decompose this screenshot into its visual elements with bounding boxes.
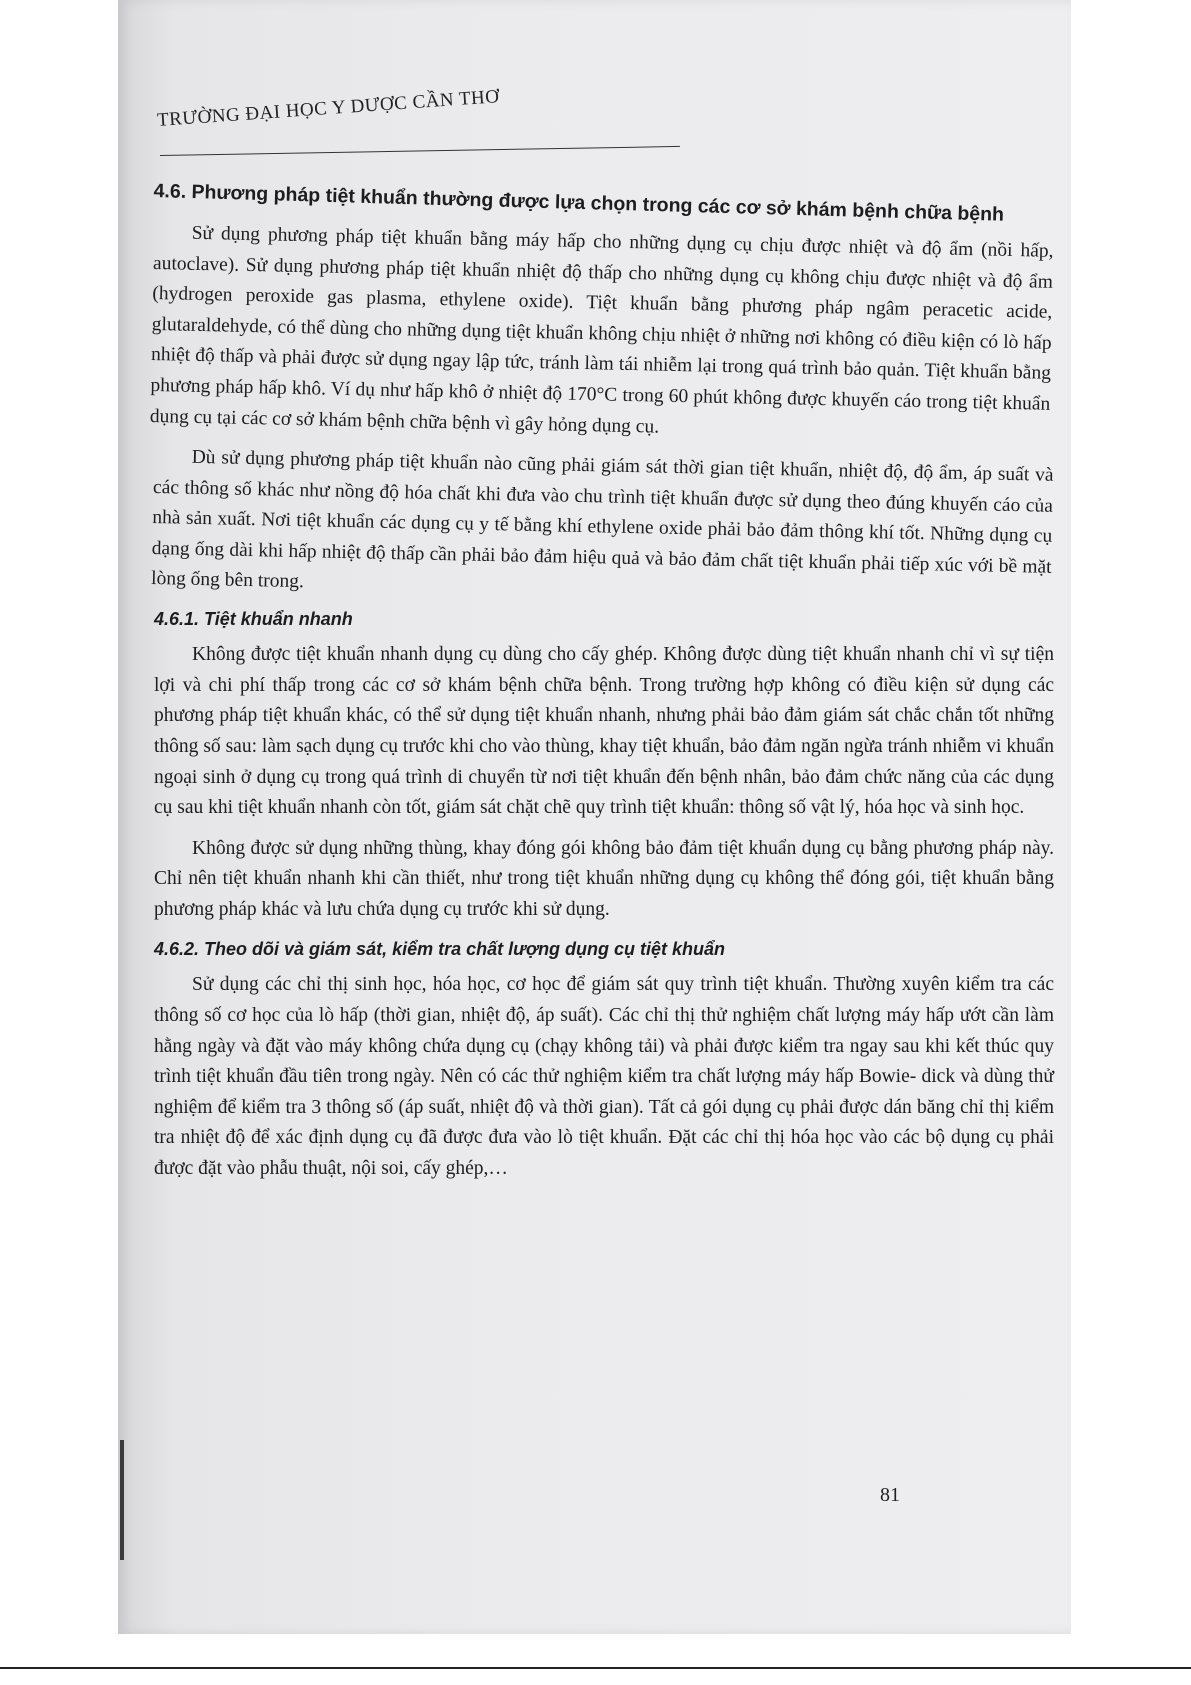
header-rule: [160, 146, 680, 156]
bottom-divider: [0, 1667, 1191, 1669]
running-header: TRƯỜNG ĐẠI HỌC Y DƯỢC CẦN THƠ: [156, 86, 501, 132]
section-paragraph-2: Dù sử dụng phương pháp tiệt khuẩn nào cũng phải giám sát thời gian tiệt khuẩn, nhiệt độ, độ ẩm, áp suất và các thông số khác như nồng độ hóa chất khi đưa vào chu trình tiệt khuẩn được sử dụng theo đúng khuyến cáo của nhà sản xuất. Nơi tiệt khuẩn các dụng cụ y tế bằng khí ethylene oxide phải bảo đảm thông khí tốt. Những dụng cụ dạng ống dài khi hấp nhiệt độ thấp cần phải bảo đảm hiệu quả và bảo đảm chất tiệt khuẩn phải tiếp xúc với bề mặt lòng ống bên trong.: [150, 446, 1054, 593]
page-content: [149, 178, 1054, 1195]
section-paragraph-1: Sử dụng phương pháp tiệt khuẩn bằng máy hấp cho những dụng cụ chịu được nhiệt và độ ẩm (nồi hấp, autoclave). Sử dụng phương pháp tiệt khuẩn nhiệt độ thấp cho những dụng cụ không chịu được nhiệt và độ ẩm (hydrogen peroxide gas plasma, ethylene oxide). Tiệt khuẩn bằng phương pháp ngâm peracetic acide, glutaraldehyde, có thể dùng cho những dụng tiệt khuẩn không chịu nhiệt ở những nơi không có điều kiện có lò hấp nhiệt độ thấp và phải được sử dụng ngay lập tức, tránh làm tái nhiễm lại trong quá trình bảo quản. Tiệt khuẩn bằng phương pháp hấp khô. Ví dụ như hấp khô ở nhiệt độ 170°C trong 60 phút không được khuyến cáo trong tiệt khuẩn dụng cụ tại các cơ sở khám bệnh chữa bệnh vì gây hỏng dụng cụ.: [149, 222, 1054, 438]
page-number: 81: [880, 1484, 900, 1506]
subsection1-paragraph-1: Không được tiệt khuẩn nhanh dụng cụ dùng cho cấy ghép. Không được dùng tiệt khuẩn nhanh chỉ vì sự tiện lợi và chi phí thấp trong các cơ sở khám bệnh chữa bệnh. Trong trường hợp không có điều kiện sử dụng các phương pháp tiệt khuẩn khác, có thể sử dụng tiệt khuẩn nhanh, nhưng phải bảo đảm giám sát chắc chắn tốt những thông số sau: làm sạch dụng cụ trước khi cho vào thùng, khay tiệt khuẩn, bảo đảm ngăn ngừa tránh nhiễm vi khuẩn ngoại sinh ở dụng cụ trong quá trình di chuyển từ nơi tiệt khuẩn đến bệnh nhân, bảo đảm chức năng của các dụng cụ sau khi tiệt khuẩn nhanh còn tốt, giám sát chặt chẽ quy trình tiệt khuẩn: thông số vật lý, hóa học và sinh học.: [154, 644, 1054, 819]
subsection2-paragraph-1: Sử dụng các chỉ thị sinh học, hóa học, cơ học để giám sát quy trình tiệt khuẩn. Thường xuyên kiểm tra các thông số cơ học của lò hấp (thời gian, nhiệt độ, áp suất). Các chỉ thị thử nghiệm chất lượng máy hấp ướt cần làm hằng ngày và đặt vào máy không chứa dụng cụ (chạy không tải) và phải được kiểm tra ngay sau khi kết thúc quy trình tiệt khuẩn đầu tiên trong ngày. Nên có các thử nghiệm kiểm tra chất lượng máy hấp Bowie- dick và dùng thử nghiệm để kiểm tra 3 thông số (áp suất, nhiệt độ và thời gian). Tất cả gói dụng cụ phải được dán băng chỉ thị kiểm tra nhiệt độ để xác định dụng cụ đã được đưa vào lò tiệt khuẩn. Đặt các chỉ thị hóa học vào các bộ dụng cụ phải được đặt vào phẫu thuật, nội soi, cấy ghép,…: [154, 974, 1054, 1180]
section-heading: 4.6. Phương pháp tiệt khuẩn thường được lựa chọn trong các cơ sở khám bệnh chữa bệnh: [153, 179, 1005, 226]
subsection-heading-2: 4.6.2. Theo dõi và giám sát, kiểm tra chất lượng dụng cụ tiệt khuẩn: [154, 939, 726, 960]
spine-shadow: [120, 1440, 124, 1560]
scan-margin: [0, 0, 118, 1634]
subsection1-paragraph-2: Không được sử dụng những thùng, khay đóng gói không bảo đảm tiệt khuẩn dụng cụ bằng phương pháp này. Chỉ nên tiệt khuẩn nhanh khi cần thiết, như trong tiệt khuẩn những dụng cụ không thể đóng gói, tiệt khuẩn bằng phương pháp khác và lưu chứa dụng cụ trước khi sử dụng.: [154, 837, 1054, 920]
subsection-heading-1: 4.6.1. Tiệt khuẩn nhanh: [154, 609, 353, 630]
book-page: [118, 0, 1071, 1634]
